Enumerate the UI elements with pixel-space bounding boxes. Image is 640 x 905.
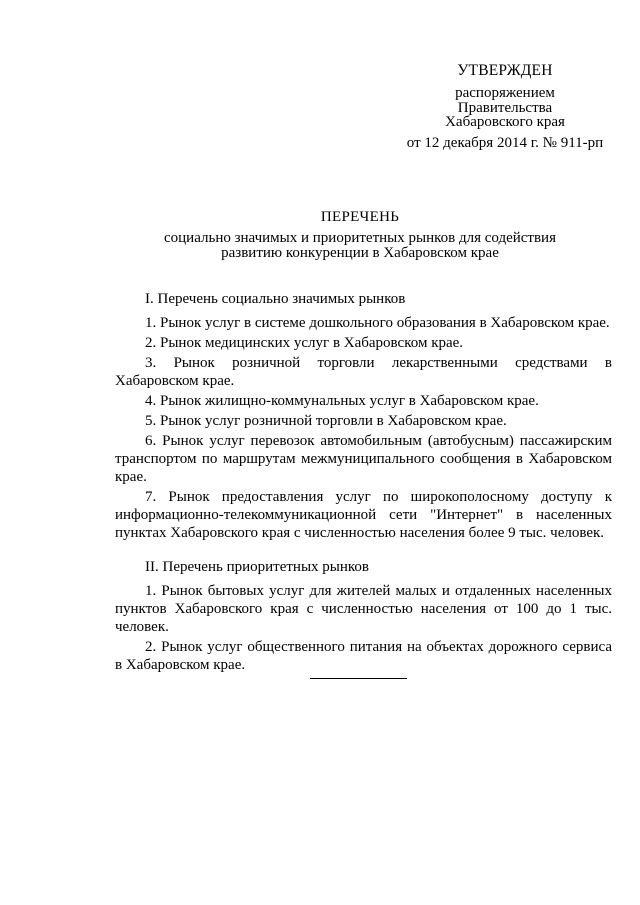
approved-label: УТВЕРЖДЕН xyxy=(457,62,553,79)
section-priority-markets xyxy=(115,558,612,674)
document-title: ПЕРЕЧЕНЬ xyxy=(320,209,400,225)
approval-stamp xyxy=(390,62,620,150)
list-item: 3. Рынок розничной торговли лекарственными средствами в Хабаровском крае. xyxy=(115,355,612,389)
list-item: 6. Рынок услуг перевозок автомобильным (автобусным) пассажирским транспортом по маршрутам межмуниципального сообщения в Хабаровском крае. xyxy=(115,433,612,485)
document-title-block xyxy=(100,208,620,260)
list-item: 1. Рынок услуг в системе дошкольного образования в Хабаровском крае. xyxy=(145,315,610,331)
list-item: 2. Рынок услуг общественного питания на объектах дорожного сервиса в Хабаровском крае. xyxy=(115,639,612,673)
section-title: II. Перечень приоритетных рынков xyxy=(145,559,370,575)
list-item: 1. Рынок бытовых услуг для жителей малых и отдаленных населенных пунктов Хабаровского края с численностью населения от 100 до 1 тыс. человек. xyxy=(115,583,612,635)
document-subtitle-line: социально значимых и приоритетных рынков для содействия xyxy=(164,230,556,246)
list-item: 5. Рынок услуг розничной торговли в Хабаровском крае. xyxy=(145,413,507,429)
approval-line: Правительства xyxy=(457,99,553,116)
section-social-markets xyxy=(115,290,612,542)
closing-rule xyxy=(310,678,407,679)
section-title: I. Перечень социально значимых рынков xyxy=(145,291,406,307)
list-item: 4. Рынок жилищно-коммунальных услуг в Хабаровском крае. xyxy=(145,393,539,409)
list-item: 7. Рынок предоставления услуг по широкополосному доступу к информационно-телекоммуникационной сети "Интернет" в населенных пунктах Хабаровского края с численностью населения более 9 тыс. человек. xyxy=(115,489,612,541)
list-item: 2. Рынок медицинских услуг в Хабаровском крае. xyxy=(145,335,464,351)
approval-line: распоряжением xyxy=(455,85,555,101)
approval-date: от 12 декабря 2014 г. № 911-рп xyxy=(406,134,604,151)
approval-line: Хабаровского края xyxy=(445,114,565,130)
document-subtitle-line: развитию конкуренции в Хабаровском крае xyxy=(221,244,499,261)
document-body xyxy=(115,290,612,676)
